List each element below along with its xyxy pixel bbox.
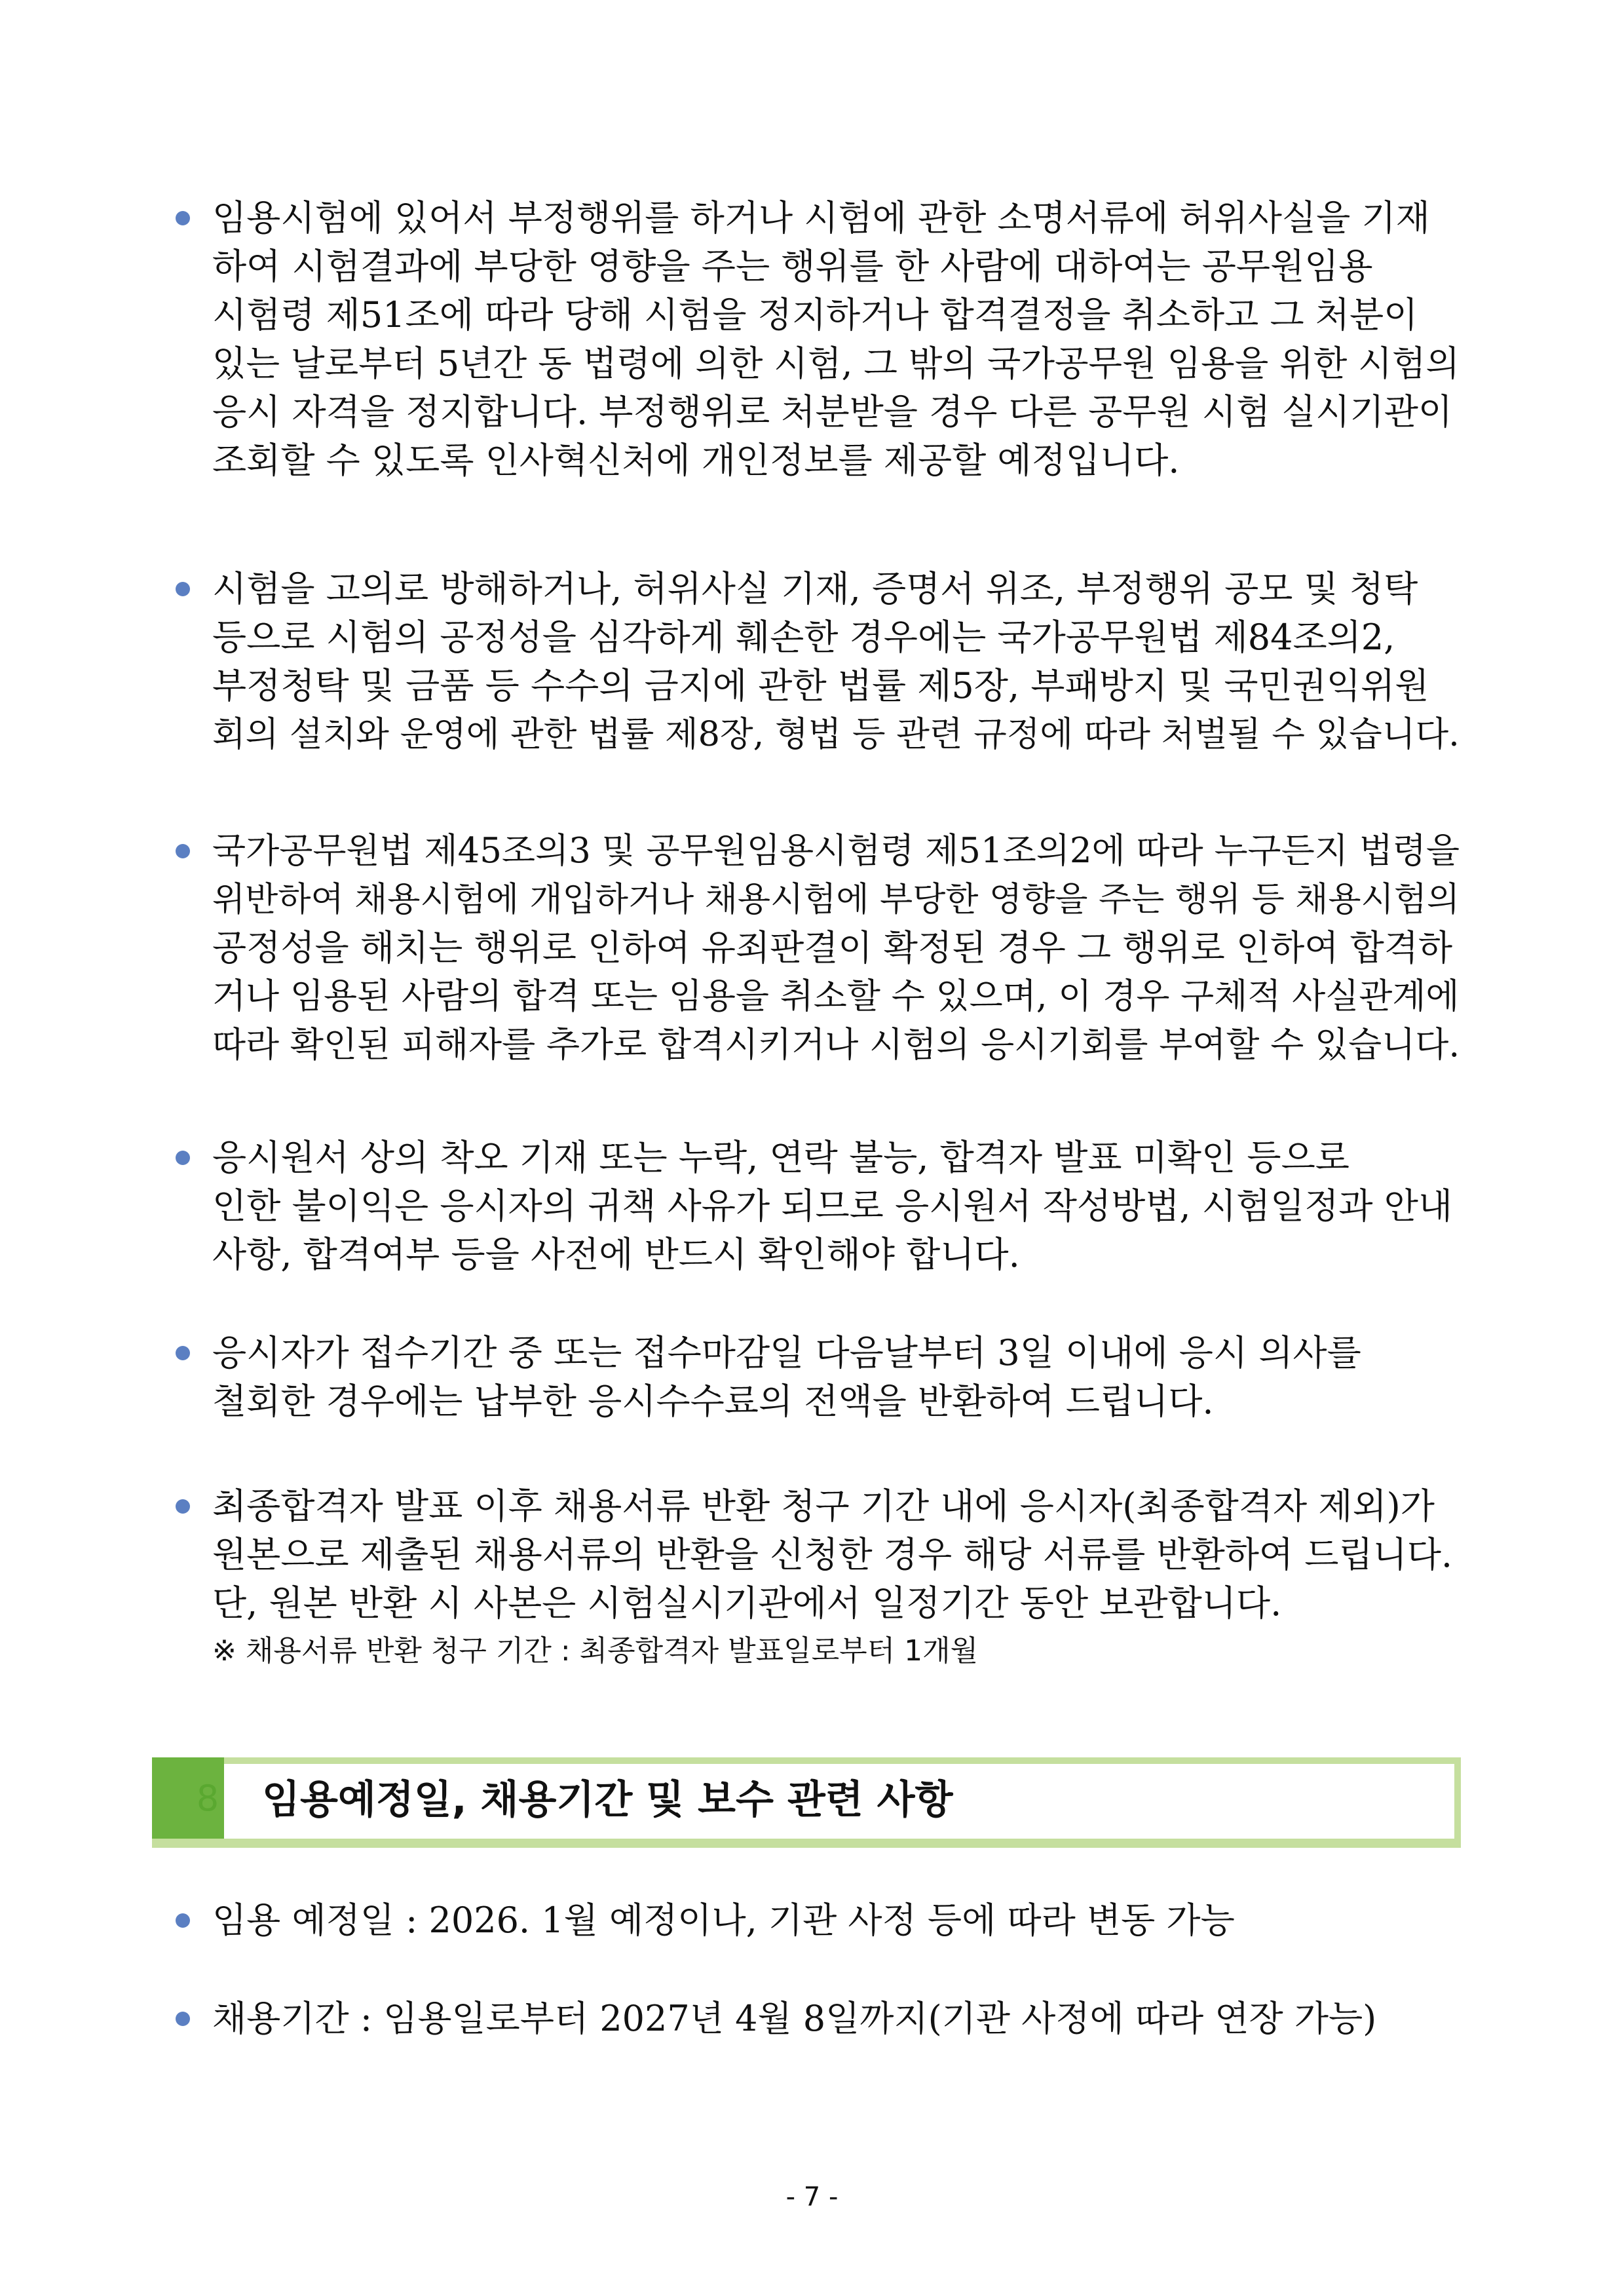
section-header bbox=[152, 1757, 1461, 1848]
bullet-icon bbox=[176, 1346, 190, 1360]
list-item-line: 원본으로 제출된 채용서류의 반환을 신청한 경우 해당 서류를 반환하여 드립니다. bbox=[212, 1534, 1453, 1575]
section-number: 8 bbox=[196, 1778, 219, 1819]
list-item-line: 임용시험에 있어서 부정행위를 하거나 시험에 관한 소명서류에 허위사실을 기재 bbox=[212, 197, 1430, 239]
list-item-line: 응시 자격을 정지합니다. 부정행위로 처분받을 경우 다른 공무원 시험 실시기관이 bbox=[212, 391, 1453, 432]
list-item-line: 임용 예정일 : 2026. 1월 예정이나, 기관 사정 등에 따라 변동 가능 bbox=[212, 1900, 1235, 1941]
bullet-icon bbox=[176, 1499, 190, 1514]
section-title: 임용예정일, 채용기간 및 보수 관련 사항 bbox=[262, 1777, 953, 1823]
list-item-line: 최종합격자 발표 이후 채용서류 반환 청구 기간 내에 응시자(최종합격자 제외)가 bbox=[212, 1485, 1435, 1527]
list-item-line: 응시원서 상의 착오 기재 또는 누락, 연락 불능, 합격자 발표 미확인 등으로 bbox=[212, 1137, 1350, 1178]
list-item-line: 하여 시험결과에 부당한 영향을 주는 행위를 한 사람에 대하여는 공무원임용 bbox=[212, 246, 1373, 287]
list-item-line: 따라 확인된 피해자를 추가로 합격시키거나 시험의 응시기회를 부여할 수 있습니다. bbox=[212, 1025, 1460, 1065]
list-item-line: 등으로 시험의 공정성을 심각하게 훼손한 경우에는 국가공무원법 제84조의2, bbox=[212, 617, 1395, 658]
list-item-line: 응시자가 접수기간 중 또는 접수마감일 다음날부터 3일 이내에 응시 의사를 bbox=[212, 1332, 1361, 1373]
list-item-line: 공정성을 해치는 행위로 인하여 유죄판결이 확정된 경우 그 행위로 인하여 합격하 bbox=[212, 927, 1453, 968]
list-item-line: 국가공무원법 제45조의3 및 공무원임용시험령 제51조의2에 따라 누구든지 법령을 bbox=[212, 831, 1460, 871]
list-item-note: ※ 채용서류 반환 청구 기간 : 최종합격자 발표일로부터 1개월 bbox=[212, 1634, 979, 1668]
list-item-line: 사항, 합격여부 등을 사전에 반드시 확인해야 합니다. bbox=[212, 1234, 1020, 1275]
bullet-icon bbox=[176, 582, 190, 596]
list-item-line: 거나 임용된 사람의 합격 또는 임용을 취소할 수 있으며, 이 경우 구체적 사실관계에 bbox=[212, 976, 1460, 1016]
bullet-icon bbox=[176, 1151, 190, 1165]
section-underline bbox=[152, 1839, 1461, 1848]
list-item-line: 인한 불이익은 응시자의 귀책 사유가 되므로 응시원서 작성방법, 시험일정과 안내 bbox=[212, 1185, 1453, 1227]
list-item-line: 회의 설치와 운영에 관한 법률 제8장, 형법 등 관련 규정에 따라 처벌될 수 있습니다. bbox=[212, 714, 1460, 754]
bullet-icon bbox=[176, 844, 190, 858]
list-item-line: 위반하여 채용시험에 개입하거나 채용시험에 부당한 영향을 주는 행위 등 채용시험의 bbox=[212, 880, 1460, 919]
list-item-line: 시험령 제51조에 따라 당해 시험을 정지하거나 합격결정을 취소하고 그 처분이 bbox=[212, 294, 1418, 335]
list-item-line: 있는 날로부터 5년간 동 법령에 의한 시험, 그 밖의 국가공무원 임용을 위한 시험의 bbox=[212, 343, 1460, 384]
page-number: - 7 - bbox=[785, 2182, 839, 2212]
bullet-icon bbox=[176, 211, 190, 225]
list-item-line: 채용기간 : 임용일로부터 2027년 4월 8일까지(기관 사정에 따라 연장 가능) bbox=[212, 1998, 1377, 2039]
list-item-line: 부정청탁 및 금품 등 수수의 금지에 관한 법률 제5장, 부패방지 및 국민권익위원 bbox=[212, 665, 1429, 706]
list-item-line: 조회할 수 있도록 인사혁신처에 개인정보를 제공할 예정입니다. bbox=[212, 440, 1180, 481]
list-item-line: 철회한 경우에는 납부한 응시수수료의 전액을 반환하여 드립니다. bbox=[212, 1381, 1214, 1422]
list-item-line: 시험을 고의로 방해하거나, 허위사실 기재, 증명서 위조, 부정행위 공모 및 청탁 bbox=[212, 568, 1418, 609]
list-item-line: 단, 원본 반환 시 사본은 시험실시기관에서 일정기간 동안 보관합니다. bbox=[212, 1582, 1282, 1624]
bullet-icon bbox=[176, 1913, 190, 1928]
bullet-icon bbox=[176, 2012, 190, 2026]
